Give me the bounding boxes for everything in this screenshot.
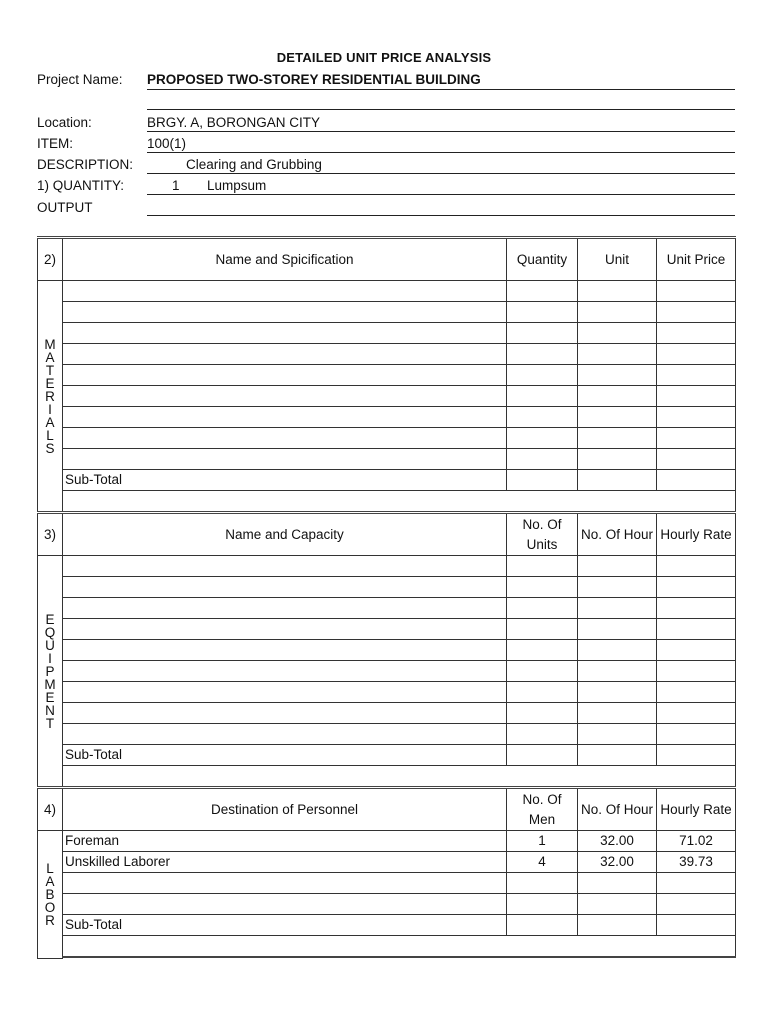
labor-row-hours: 32.00	[578, 831, 657, 852]
table-row	[38, 873, 736, 894]
materials-col-quantity: Quantity	[507, 238, 578, 281]
table-row	[38, 703, 736, 724]
equipment-subtotal-row	[38, 745, 736, 766]
description-value: Clearing and Grubbing	[186, 157, 322, 172]
description-underline	[147, 173, 735, 174]
equipment-col-units: No. Of Units	[507, 513, 578, 556]
labor-subtotal-label: Sub-Total	[63, 915, 507, 936]
description-label: DESCRIPTION:	[37, 157, 134, 172]
table-row	[38, 449, 736, 470]
output-underline	[147, 215, 735, 216]
project-name-value: PROPOSED TWO-STOREY RESIDENTIAL BUILDING	[147, 72, 481, 87]
table-row	[38, 894, 736, 915]
materials-table	[37, 236, 736, 512]
labor-col-rate: Hourly Rate	[657, 788, 736, 831]
table-row	[38, 344, 736, 365]
quantity-unit: Lumpsum	[207, 178, 267, 193]
item-label: ITEM:	[37, 136, 73, 151]
equipment-table	[37, 511, 736, 787]
table-row	[38, 386, 736, 407]
table-row	[38, 724, 736, 745]
table-row	[38, 831, 736, 852]
location-underline	[147, 131, 735, 132]
project-name-underline-2	[147, 109, 735, 110]
equipment-col-name: Name and Capacity	[63, 513, 507, 556]
equipment-col-rate: Hourly Rate	[657, 513, 736, 556]
item-value: 100(1)	[147, 136, 187, 151]
table-row	[38, 407, 736, 428]
quantity-label: 1) QUANTITY:	[37, 178, 125, 193]
labor-col-name: Destination of Personnel	[63, 788, 507, 831]
table-row	[38, 577, 736, 598]
labor-col-hours: No. Of Hour	[578, 788, 657, 831]
labor-row-men: 4	[507, 852, 578, 873]
document-title: DETAILED UNIT PRICE ANALYSIS	[276, 50, 492, 65]
location-value: BRGY. A, BORONGAN CITY	[147, 115, 321, 130]
table-row	[38, 428, 736, 449]
materials-row-cell[interactable]	[63, 281, 507, 302]
table-row	[38, 682, 736, 703]
labor-col-men: No. Of Men	[507, 788, 578, 831]
materials-section-number: 2)	[38, 238, 63, 281]
materials-subtotal-label: Sub-Total	[63, 470, 507, 491]
labor-row-rate: 39.73	[657, 852, 736, 873]
materials-col-unit-price: Unit Price	[657, 238, 736, 281]
location-label: Location:	[37, 115, 92, 130]
table-row	[38, 598, 736, 619]
quantity-underline	[147, 194, 735, 195]
labor-row-name: Foreman	[63, 831, 507, 852]
equipment-subtotal-label: Sub-Total	[63, 745, 507, 766]
labor-row-rate: 71.02	[657, 831, 736, 852]
labor-subtotal-row	[38, 915, 736, 936]
materials-col-name: Name and Spicification	[63, 238, 507, 281]
table-row	[38, 323, 736, 344]
labor-row-hours: 32.00	[578, 852, 657, 873]
labor-row-name: Unskilled Laborer	[63, 852, 507, 873]
materials-subtotal-row	[38, 470, 736, 491]
labor-table	[37, 786, 736, 959]
equipment-col-hours: No. Of Hour	[578, 513, 657, 556]
equipment-side-label: E Q U I P M E N T	[38, 556, 63, 787]
materials-col-unit: Unit	[578, 238, 657, 281]
quantity-value: 1	[172, 178, 180, 193]
table-row	[38, 661, 736, 682]
project-name-label: Project Name:	[37, 72, 123, 87]
labor-section-number: 4)	[38, 788, 63, 831]
equipment-section-number: 3)	[38, 513, 63, 556]
output-label: OUTPUT	[37, 200, 93, 215]
labor-row-men: 1	[507, 831, 578, 852]
materials-side-label: M A T E R I A L S	[38, 281, 63, 512]
project-name-underline	[147, 89, 735, 90]
labor-side-label: L A B O R	[38, 831, 63, 959]
table-row	[38, 302, 736, 323]
table-row	[38, 640, 736, 661]
table-row	[38, 365, 736, 386]
table-row	[38, 619, 736, 640]
table-row	[38, 852, 736, 873]
item-underline	[147, 152, 735, 153]
